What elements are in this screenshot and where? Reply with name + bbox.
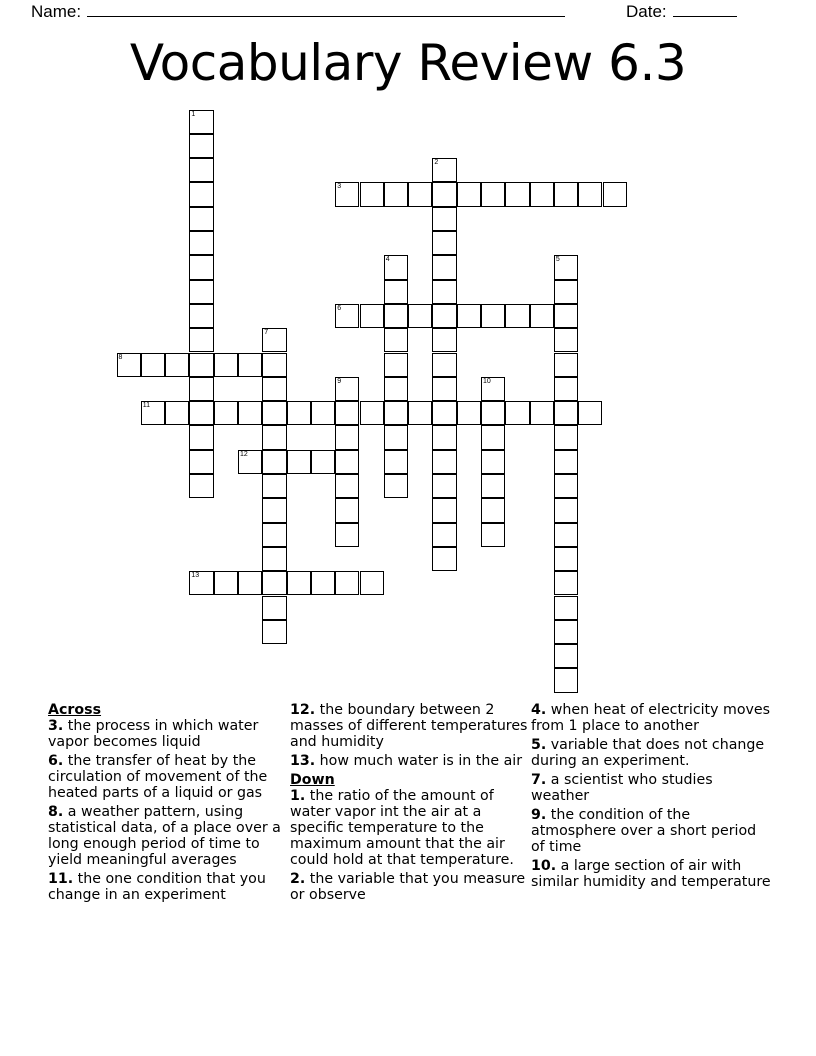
grid-cell[interactable] [554, 620, 578, 644]
grid-cell[interactable] [141, 401, 165, 425]
grid-cell[interactable] [432, 280, 456, 304]
grid-cell[interactable] [189, 571, 213, 595]
grid-cell[interactable] [432, 377, 456, 401]
grid-cell[interactable] [481, 450, 505, 474]
grid-cell[interactable] [384, 255, 408, 279]
grid-cell[interactable] [384, 401, 408, 425]
grid-cell[interactable] [335, 401, 359, 425]
grid-cell[interactable] [189, 158, 213, 182]
grid-cell[interactable] [554, 450, 578, 474]
grid-cell[interactable] [554, 644, 578, 668]
grid-cell[interactable] [384, 377, 408, 401]
grid-cell[interactable] [457, 401, 481, 425]
down-heading: Down [290, 772, 335, 788]
grid-cell[interactable] [408, 401, 432, 425]
grid-cell[interactable] [481, 377, 505, 401]
grid-cell[interactable] [432, 498, 456, 522]
grid-cell[interactable] [554, 498, 578, 522]
grid-cell[interactable] [311, 571, 335, 595]
grid-cell[interactable] [481, 523, 505, 547]
grid-cell[interactable] [262, 596, 286, 620]
grid-cell[interactable] [238, 401, 262, 425]
page-title: Vocabulary Review 6.3 [129, 34, 687, 92]
clue-number: 3 [337, 183, 342, 191]
grid-cell[interactable] [189, 401, 213, 425]
across-clue: 12. the boundary between 2 masses of different temperatures and humidity [290, 702, 528, 750]
clues-column-1 [48, 702, 286, 906]
grid-cell[interactable] [165, 401, 189, 425]
grid-cell[interactable] [262, 450, 286, 474]
grid-cell[interactable] [262, 498, 286, 522]
grid-cell[interactable] [554, 474, 578, 498]
grid-cell[interactable] [335, 498, 359, 522]
grid-cell[interactable] [432, 158, 456, 182]
grid-cell[interactable] [360, 304, 384, 328]
grid-cell[interactable] [457, 182, 481, 206]
grid-cell[interactable] [530, 401, 554, 425]
down-clue: 1. the ratio of the amount of water vapor int the air at a specific temperature to the maximum amount that the air could hold at that temperature. [290, 788, 514, 868]
grid-cell[interactable] [189, 328, 213, 352]
grid-cell[interactable] [189, 377, 213, 401]
grid-cell[interactable] [238, 450, 262, 474]
grid-cell[interactable] [530, 304, 554, 328]
grid-cell[interactable] [432, 474, 456, 498]
grid-cell[interactable] [432, 523, 456, 547]
grid-cell[interactable] [408, 182, 432, 206]
grid-cell[interactable] [165, 353, 189, 377]
grid-cell[interactable] [554, 280, 578, 304]
across-clue: 11. the one condition that you change in an experiment [48, 871, 266, 903]
grid-cell[interactable] [384, 280, 408, 304]
name-label: Name: [31, 2, 82, 21]
across-clue: 6. the transfer of heat by the circulation of movement of the heated parts of a liquid or gas [48, 753, 268, 801]
across-clue: 3. the process in which water vapor becomes liquid [48, 718, 259, 750]
grid-cell[interactable] [554, 523, 578, 547]
grid-cell[interactable] [481, 304, 505, 328]
clue-number: 12 [240, 450, 248, 458]
across-clue: 13. how much water is in the air [290, 753, 523, 769]
grid-cell[interactable] [189, 207, 213, 231]
clue-number: 6 [337, 304, 342, 312]
down-clue: 2. the variable that you measure or observe [290, 871, 526, 903]
grid-cell[interactable] [505, 401, 529, 425]
down-clue: 4. when heat of electricity moves from 1 place to another [531, 702, 771, 734]
grid-cell[interactable] [554, 328, 578, 352]
grid-cell[interactable] [335, 425, 359, 449]
grid-cell[interactable] [335, 523, 359, 547]
grid-cell[interactable] [554, 547, 578, 571]
down-clue: 5. variable that does not change during an experiment. [531, 737, 765, 769]
grid-cell[interactable] [554, 401, 578, 425]
grid-cell[interactable] [432, 231, 456, 255]
grid-cell[interactable] [262, 401, 286, 425]
grid-cell[interactable] [481, 182, 505, 206]
grid-cell[interactable] [287, 401, 311, 425]
grid-cell[interactable] [432, 207, 456, 231]
grid-cell[interactable] [457, 304, 481, 328]
grid-cell[interactable] [287, 450, 311, 474]
grid-cell[interactable] [287, 571, 311, 595]
grid-cell[interactable] [335, 571, 359, 595]
grid-cell[interactable] [214, 353, 238, 377]
grid-cell[interactable] [554, 353, 578, 377]
grid-cell[interactable] [117, 353, 141, 377]
grid-cell[interactable] [262, 547, 286, 571]
grid-cell[interactable] [554, 571, 578, 595]
grid-cell[interactable] [432, 328, 456, 352]
across-clue: 8. a weather pattern, using statistical data, of a place over a long enough period of time to yield meaningful averages [48, 804, 281, 868]
grid-cell[interactable] [360, 571, 384, 595]
grid-cell[interactable] [189, 134, 213, 158]
date-label: Date: [626, 2, 667, 21]
grid-cell[interactable] [578, 401, 602, 425]
clue-number: 10 [483, 377, 491, 385]
grid-cell[interactable] [189, 182, 213, 206]
grid-cell[interactable] [432, 425, 456, 449]
grid-cell[interactable] [384, 182, 408, 206]
grid-cell[interactable] [505, 182, 529, 206]
grid-cell[interactable] [481, 474, 505, 498]
clue-number: 13 [191, 572, 200, 580]
grid-cell[interactable] [432, 255, 456, 279]
clues-column-2 [290, 702, 528, 906]
grid-cell[interactable] [189, 231, 213, 255]
down-clue: 10. a large section of air with similar humidity and temperature [531, 858, 771, 890]
grid-cell[interactable] [554, 377, 578, 401]
clues-column-3 [531, 702, 771, 893]
grid-cell[interactable] [262, 353, 286, 377]
grid-cell[interactable] [189, 450, 213, 474]
clue-number: 7 [264, 329, 269, 337]
grid-cell[interactable] [360, 182, 384, 206]
grid-cell[interactable] [189, 474, 213, 498]
grid-cell[interactable] [384, 425, 408, 449]
down-clue: 7. a scientist who studies weather [531, 772, 713, 804]
grid-cell[interactable] [262, 377, 286, 401]
grid-cell[interactable] [238, 571, 262, 595]
grid-cell[interactable] [481, 498, 505, 522]
grid-cell[interactable] [311, 401, 335, 425]
grid-cell[interactable] [578, 182, 602, 206]
grid-cell[interactable] [262, 620, 286, 644]
grid-cell[interactable] [214, 571, 238, 595]
grid-cell[interactable] [189, 280, 213, 304]
grid-cell[interactable] [189, 304, 213, 328]
grid-cell[interactable] [189, 353, 213, 377]
grid-cell[interactable] [335, 450, 359, 474]
grid-cell[interactable] [141, 353, 165, 377]
grid-cell[interactable] [311, 450, 335, 474]
grid-cell[interactable] [335, 474, 359, 498]
clue-number: 5 [555, 256, 560, 264]
grid-cell[interactable] [384, 328, 408, 352]
grid-cell[interactable] [554, 425, 578, 449]
clue-number: 11 [142, 402, 151, 410]
clue-number: 8 [118, 353, 123, 361]
grid-cell[interactable] [384, 474, 408, 498]
grid-cell[interactable] [432, 353, 456, 377]
grid-cell[interactable] [384, 304, 408, 328]
grid-cell[interactable] [262, 328, 286, 352]
grid-cell[interactable] [335, 377, 359, 401]
clue-number: 1 [191, 110, 196, 118]
grid-cell[interactable] [432, 304, 456, 328]
clue-number: 9 [337, 377, 342, 385]
grid-cell[interactable] [262, 571, 286, 595]
grid-cell[interactable] [214, 401, 238, 425]
grid-cell[interactable] [384, 450, 408, 474]
grid-cell[interactable] [238, 353, 262, 377]
grid-cell[interactable] [189, 255, 213, 279]
grid-cell[interactable] [384, 353, 408, 377]
grid-cell[interactable] [335, 182, 359, 206]
grid-cell[interactable] [408, 304, 432, 328]
grid-cell[interactable] [554, 668, 578, 692]
grid-cell[interactable] [530, 182, 554, 206]
grid-cell[interactable] [505, 304, 529, 328]
grid-cell[interactable] [189, 425, 213, 449]
grid-cell[interactable] [481, 401, 505, 425]
grid-cell[interactable] [335, 304, 359, 328]
down-clue: 9. the condition of the atmosphere over a short period of time [531, 807, 757, 855]
grid-cell[interactable] [603, 182, 627, 206]
grid-cell[interactable] [432, 401, 456, 425]
grid-cell[interactable] [481, 425, 505, 449]
grid-cell[interactable] [189, 110, 213, 134]
grid-cell[interactable] [554, 255, 578, 279]
clue-number: 2 [434, 159, 439, 167]
grid-cell[interactable] [360, 401, 384, 425]
grid-cell[interactable] [262, 474, 286, 498]
grid-cell[interactable] [262, 523, 286, 547]
grid-cell[interactable] [554, 596, 578, 620]
grid-cell[interactable] [554, 182, 578, 206]
grid-cell[interactable] [554, 304, 578, 328]
clue-number: 4 [385, 256, 390, 264]
grid-cell[interactable] [432, 450, 456, 474]
grid-cell[interactable] [432, 547, 456, 571]
grid-cell[interactable] [262, 425, 286, 449]
across-heading: Across [48, 702, 102, 718]
grid-cell[interactable] [432, 182, 456, 206]
